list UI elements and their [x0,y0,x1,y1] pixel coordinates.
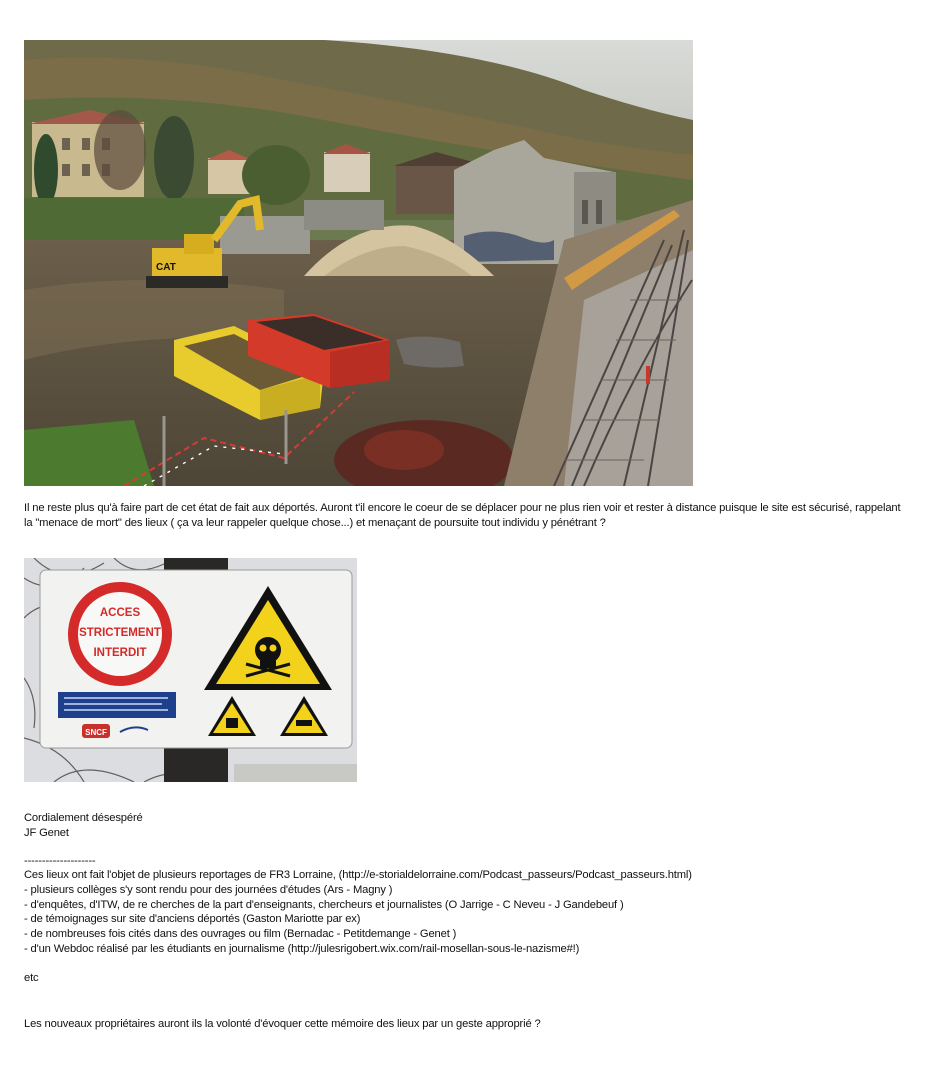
list-item: - plusieurs collèges s'y sont rendu pour des journées d'études (Ars - Magny ) [24,883,393,896]
access-prohibited-sign-photo [24,558,357,782]
demolition-site-photo [24,40,693,486]
list-item: - d'enquêtes, d'ITW, de re cherches de la part d'enseignants, chercheurs et journalistes (O Jarrige - C Neveu - J Gandebeuf ) [24,898,624,911]
list-item: - de nombreuses fois cités dans des ouvrages ou film (Bernadac - Petitdemange - Genet ) [24,928,457,941]
body-paragraph: Il ne reste plus qu'à faire part de cet état de fait aux déportés. Auront t'il encore le coeur de se déplacer pour ne plus rien voir et rester à distance puisque le site est sécurisé, rappelant la "menace de mort" des lieux ( ça va leur rappeler quelque chose...) et menaçant de poursuite tout individu y pénétrant ? [24,502,901,529]
list-item: Ces lieux ont fait l'objet de plusieurs reportages de FR3 Lorraine, (http://e-storialdelorraine.com/Podcast_passeurs/Podcast_passeurs.html) [24,869,692,881]
author-name: JF Genet [24,826,69,839]
references-list [24,868,904,957]
sncf-logo: SNCF [85,728,107,737]
list-item: - de témoignages sur site d'anciens déportés (Gaston Mariotte par ex) [24,913,361,926]
etc-text: etc [24,972,39,984]
sign-text-line1: ACCES [99,607,141,619]
sign-text-line2: STRICTEMENT [79,627,161,639]
list-item: - d'un Webdoc réalisé par les étudiants en journalisme (http://julesrigobert.wix.com/rail-mosellan-sous-le-nazisme#!) [24,942,580,955]
sign-text-line3: INTERDIT [93,647,147,659]
machine-label: CAT [156,262,176,273]
separator-line: -------------------- [24,855,96,867]
closing-question: Les nouveaux propriétaires auront ils la volonté d'évoquer cette mémoire des lieux par un geste approprié ? [24,1018,541,1030]
closing-line: Cordialement désespéré [24,812,143,824]
signature-block [24,811,143,841]
prohibition-icon [68,582,172,686]
